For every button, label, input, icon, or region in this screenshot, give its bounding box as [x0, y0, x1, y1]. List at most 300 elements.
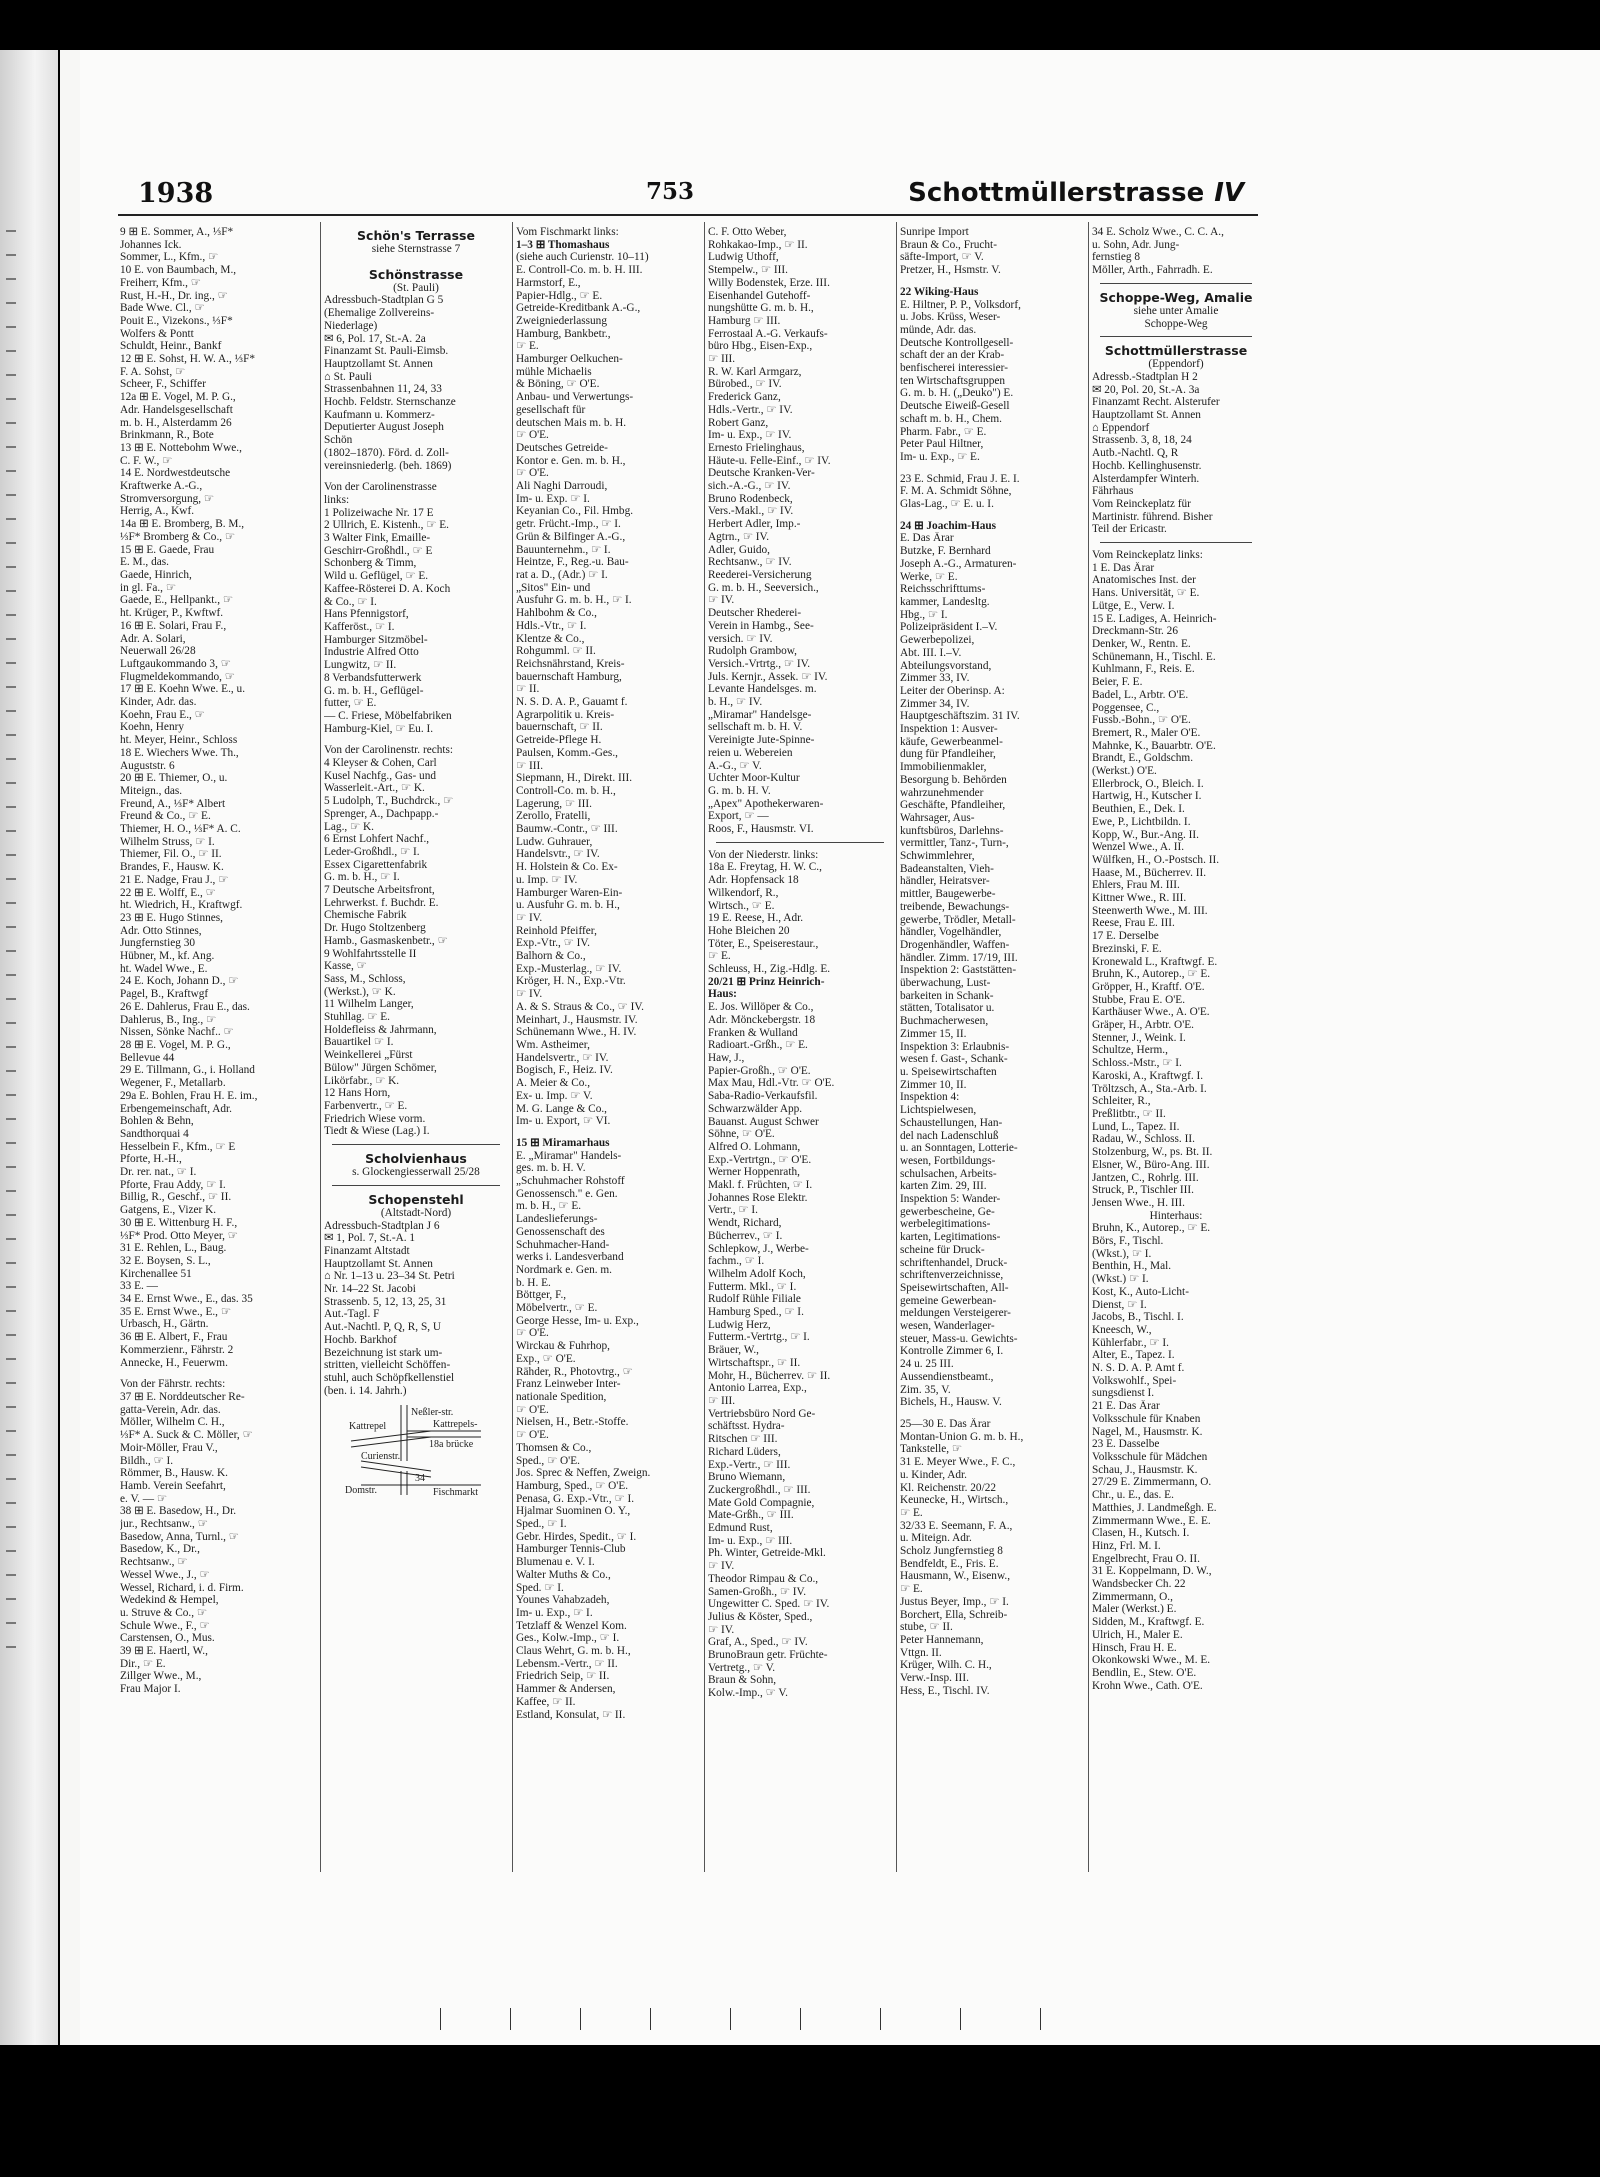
edge-tick: [6, 254, 16, 256]
directory-entry: ☞ O'E.: [516, 467, 549, 480]
directory-entry: dung für Pfandleiher,: [900, 748, 996, 761]
directory-entry: ht. Wiedrich, H., Kraftwgf.: [120, 899, 243, 912]
directory-entry: Wm. Astheimer,: [516, 1039, 590, 1051]
directory-entry: ☞ E.: [708, 950, 731, 963]
directory-entry: Makl. f. Früchten, ☞ I.: [708, 1179, 813, 1192]
directory-entry: Kontrolle Zimmer 6, I.: [900, 1345, 1004, 1358]
directory-entry: Nagel, M., Hausmstr. K.: [1092, 1425, 1203, 1438]
directory-entry: Miteign., das.: [120, 784, 183, 797]
directory-entry: Möller, Arth., Fahrradh. E.: [1092, 264, 1213, 277]
directory-entry: Hochb. Feldstr. Sternschanze: [324, 396, 456, 409]
directory-entry: 17 ⊞ E. Koehn Wwe. E., u.: [120, 683, 246, 696]
directory-entry: Wild u. Geflügel, ☞ E.: [324, 570, 429, 583]
directory-entry: Sommer, L., Kfm., ☞: [120, 251, 219, 264]
directory-entry: Kröger, H. N., Exp.-Vtr.: [516, 975, 626, 988]
edge-tick: [6, 350, 16, 352]
directory-entry: (Wkst.), ☞ I.: [1092, 1247, 1152, 1260]
spacer: [516, 1128, 700, 1137]
directory-entry: Wessel Wwe., J., ☞: [120, 1568, 210, 1581]
directory-entry: Pagel, B., Kraftwgf: [120, 988, 209, 1001]
directory-entry: 7 Deutsche Arbeitsfront,: [324, 884, 435, 897]
directory-entry: Harmstorf, E.,: [516, 276, 581, 289]
directory-entry: Bräuer, W.,: [708, 1344, 760, 1357]
directory-entry: Frederick Ganz,: [708, 391, 781, 404]
edge-tick: [6, 374, 16, 376]
directory-entry: Hinz, Frl. M. I.: [1092, 1539, 1161, 1552]
directory-entry: Adr. Mönckebergstr. 18: [708, 1013, 816, 1026]
directory-entry: Tankstelle, ☞: [900, 1443, 963, 1456]
directory-entry: Montan-Union G. m. b. H.,: [900, 1430, 1024, 1443]
directory-entry: ☞ III.: [708, 353, 736, 366]
directory-entry: büro Hbg., Eisen-Exp.,: [708, 340, 813, 353]
header-street-name: Schottmüllerstrasse: [908, 178, 1205, 208]
directory-entry: 39 ⊞ E. Haertl, W.,: [120, 1645, 208, 1658]
directory-entry: Freiherr, Kfm., ☞: [120, 276, 201, 289]
directory-entry: Radau, W., Schloss. II.: [1092, 1133, 1195, 1146]
directory-entry: Reese, Frau E. III.: [1092, 917, 1175, 930]
directory-entry: Estland, Konsulat, ☞ II.: [516, 1708, 626, 1721]
directory-entry: Sped., ☞ I.: [516, 1518, 567, 1531]
directory-entry: „Schuhmacher Rohstoff: [516, 1175, 625, 1188]
directory-entry: Hauptzollamt St. Annen: [324, 357, 433, 370]
directory-entry: 38 ⊞ E. Basedow, H., Dr.: [120, 1505, 237, 1518]
directory-entry: Im- u. Exp., ☞ IV.: [708, 429, 792, 442]
directory-entry: Speisewirtschaften, All-: [900, 1281, 1009, 1294]
directory-entry: versich. ☞ IV.: [708, 632, 773, 645]
directory-entry: Wedekind & Hempel,: [120, 1594, 219, 1607]
directory-entry: Bürobed., ☞ IV.: [708, 378, 782, 391]
directory-entry: Hans Pfennigstorf,: [324, 608, 409, 621]
directory-entry: Braun & Sohn,: [708, 1674, 777, 1687]
directory-entry: Hauptzollamt St. Annen: [1092, 409, 1201, 422]
edge-tick: [6, 638, 16, 640]
directory-entry: Schleuss, H., Zig.-Hdlg. E.: [708, 963, 831, 976]
directory-entry: Theodor Rimpau & Co.,: [708, 1572, 819, 1585]
directory-entry: barkeiten in Schank-: [900, 989, 994, 1002]
directory-entry: Samen-Großh., ☞ IV.: [708, 1585, 807, 1598]
directory-entry: Genossensch." e. Gen.: [516, 1187, 618, 1200]
directory-entry: Paulsen, Komm.-Ges.,: [516, 746, 618, 759]
directory-entry: Wolfers & Pontt: [120, 327, 194, 340]
directory-entry: Zim. 35, V.: [900, 1383, 951, 1396]
directory-entry: Kneesch, W.,: [1092, 1323, 1152, 1336]
directory-entry: Fährhaus: [1092, 485, 1134, 498]
directory-entry: b. H., ☞ IV.: [708, 696, 763, 709]
directory-entry: Böttger, F.,: [516, 1289, 567, 1302]
directory-entry: ☞ IV.: [708, 1560, 735, 1573]
directory-entry: scheine für Druck-: [900, 1243, 985, 1256]
directory-entry: Wessel, Richard, i. d. Firm.: [120, 1581, 244, 1594]
section-divider: [1100, 542, 1252, 543]
directory-entry: Klentze & Co.,: [516, 632, 585, 645]
directory-entry: Engelbrecht, Frau O. II.: [1092, 1552, 1200, 1565]
directory-entry: Heintze, F., Reg.-u. Bau-: [516, 556, 629, 569]
directory-entry: Wendt, Richard,: [708, 1217, 782, 1230]
edge-tick: [6, 1118, 16, 1120]
directory-entry: Exp., ☞ O'E.: [516, 1352, 576, 1365]
directory-entry: Futterm.-Vertrtg., ☞ I.: [708, 1331, 810, 1344]
section-divider: [1100, 283, 1252, 284]
directory-entry: Inspektion 1: Ausver-: [900, 723, 998, 736]
directory-entry: 34 E. Ernst Wwe., E., das. 35: [120, 1293, 253, 1306]
edge-tick: [6, 1526, 16, 1528]
directory-entry: E. „Miramar" Handels-: [516, 1149, 622, 1162]
directory-entry: Schleiter, R.,: [1092, 1095, 1151, 1108]
edge-tick: [6, 1334, 16, 1336]
directory-entry: Urbasch, H., Gärtn.: [120, 1318, 209, 1331]
edge-tick: [6, 1142, 16, 1144]
directory-entry: wesen, Fortbildungs-: [900, 1154, 996, 1167]
directory-entry: Borchert, Ella, Schreib-: [900, 1608, 1008, 1621]
directory-entry: Leiter der Oberinsp. A:: [900, 684, 1005, 697]
directory-entry: Ferrostaal A.-G. Verkaufs-: [708, 327, 828, 340]
directory-entry: Bauanst. August Schwer: [708, 1115, 819, 1128]
directory-entry: Sidden, M., Kraftwgf. E.: [1092, 1616, 1205, 1629]
edge-tick: [6, 590, 16, 592]
directory-entry: 31 E. Meyer Wwe., F. C.,: [900, 1456, 1016, 1469]
directory-entry: gemeine Gewerbean-: [900, 1294, 997, 1307]
directory-entry: stuhl, auch Schöpfkellenstiel: [324, 1371, 455, 1384]
directory-entry: Controll-Co. m. b. H.,: [516, 784, 616, 797]
directory-entry: Lütge, E., Verw. I.: [1092, 599, 1175, 612]
directory-entry: & Böning, ☞ O'E.: [516, 378, 600, 391]
directory-entry: händler, Vogelhändler,: [900, 926, 1002, 939]
edge-tick: [6, 398, 16, 400]
directory-entry: Okonkowski Wwe., M. E.: [1092, 1654, 1211, 1667]
directory-entry: in gl. Fa., ☞: [120, 581, 176, 594]
directory-entry: Jacobs, B., Tischl. I.: [1092, 1311, 1184, 1324]
directory-entry: Hausmann, W., Eisenw.,: [900, 1570, 1011, 1583]
directory-entry: Lag., ☞ K.: [324, 820, 374, 833]
column-3: [516, 226, 700, 1866]
directory-entry: Martinistr. führend. Bisher: [1092, 510, 1213, 523]
spacer: [900, 1409, 1084, 1418]
directory-entry: Rudolf Rühle Filiale: [708, 1293, 801, 1306]
directory-entry: Exp.-Vtr., ☞ IV.: [516, 937, 590, 950]
directory-entry: ☞ IV.: [516, 911, 543, 924]
directory-entry: Bezeichnung ist stark um-: [324, 1346, 443, 1359]
directory-entry: ☞ O'E.: [516, 1429, 549, 1442]
directory-entry: Moir-Möller, Frau V.,: [120, 1441, 218, 1454]
directory-entry: Julius & Köster, Sped.,: [708, 1610, 813, 1623]
directory-entry: 12a ⊞ E. Vogel, M. P. G.,: [120, 391, 236, 404]
directory-entry: Dienst, ☞ I.: [1092, 1298, 1147, 1311]
directory-entry: Getreide-Kreditbank A.-G.,: [516, 302, 641, 315]
directory-entry: Chemische Fabrik: [324, 909, 407, 922]
directory-entry: Willy Bodenstek, Erze. III.: [708, 276, 830, 289]
directory-entry: sungsdienst I.: [1092, 1387, 1155, 1400]
directory-entry: Neuerwall 26/28: [120, 645, 196, 658]
directory-entry: Zweigniederlassung: [516, 314, 607, 327]
directory-entry: Graf, A., Sped., ☞ IV.: [708, 1636, 808, 1649]
directory-entry: Kronewald L., Kraftwgf. E.: [1092, 955, 1218, 968]
directory-entry: Reichsnährstand, Kreis-: [516, 657, 625, 670]
directory-entry: gesellschaft für: [516, 403, 586, 416]
directory-entry: (siehe auch Curienstr. 10–11): [516, 251, 649, 264]
directory-entry: schaft der an der Krab-: [900, 349, 1005, 362]
directory-entry: Weinkellerei „Fürst: [324, 1049, 413, 1062]
directory-entry: (Eppendorf): [1148, 358, 1204, 371]
directory-entry: Stuhllag. ☞ E.: [324, 1011, 390, 1024]
directory-entry: Werke, ☞ E.: [900, 570, 958, 583]
directory-entry: Schule Wwe., F., ☞: [120, 1619, 210, 1632]
directory-entry: Ritschen ☞ III.: [708, 1433, 778, 1446]
directory-entry: Strassenb. 5, 12, 13, 25, 31: [324, 1295, 447, 1308]
map-label: Kattrepels-: [433, 1419, 478, 1431]
edge-tick: [6, 1574, 16, 1576]
directory-entry: Zimmer 34, IV.: [900, 697, 970, 710]
directory-entry: del nach Ladenschluß: [900, 1129, 999, 1142]
directory-entry: Hochb. Kellinghusenstr.: [1092, 459, 1202, 472]
directory-entry: Rohkakao-Imp., ☞ II.: [708, 238, 808, 251]
street-map: [341, 1401, 491, 1497]
directory-entry: 8 Verbandsfutterwerk: [324, 671, 422, 684]
directory-entry: Frau Major I.: [120, 1683, 181, 1696]
directory-entry: Rechtsanw., ☞: [120, 1556, 188, 1569]
directory-entry: Levante Handelsges. m.: [708, 683, 817, 696]
directory-entry: C. F. Otto Weber,: [708, 226, 787, 238]
directory-entry: Juls. Kernjr., Assek. ☞ IV.: [708, 670, 828, 683]
directory-entry: Joseph A.-G., Armaturen-: [900, 557, 1017, 570]
directory-entry: Landeslieferungs-: [516, 1213, 598, 1226]
directory-entry: Kl. Reichenstr. 20/22: [900, 1481, 997, 1494]
directory-entry: Wilhelm Adolf Koch,: [708, 1267, 806, 1280]
directory-entry: Annecke, H., Feuerwm.: [120, 1356, 228, 1369]
directory-entry: karten Zim. 29, III.: [900, 1180, 987, 1193]
directory-entry: gatta-Verein, Adr. das.: [120, 1403, 221, 1416]
directory-entry: G. m. b. H., ☞ I.: [324, 871, 400, 884]
directory-entry: 2 Ullrich, E. Kistenh., ☞ E.: [324, 519, 449, 532]
directory-entry: Inspektion 4:: [900, 1091, 960, 1104]
directory-entry: Lungwitz, ☞ II.: [324, 659, 397, 672]
directory-entry: Sprenger, A., Dachpapp.-: [324, 807, 439, 820]
directory-entry: 9 Wohlfahrtsstelle II: [324, 947, 417, 960]
directory-entry: Nielsen, H., Betr.-Stoffe.: [516, 1416, 629, 1429]
directory-entry: schriftenverzeichnisse,: [900, 1269, 1004, 1282]
directory-entry: ☞ IV.: [516, 988, 543, 1001]
edge-tick: [6, 1094, 16, 1096]
directory-entry: Von der Carolinenstrasse: [324, 481, 437, 494]
edge-tick: [6, 1190, 16, 1192]
directory-entry: schriftenhandel, Druck-: [900, 1256, 1008, 1269]
directory-entry: Erbengemeinschaft, Adr.: [120, 1102, 232, 1115]
street-heading: Schön's Terrasse: [357, 228, 475, 243]
directory-entry: Getreide-Pflege H.: [516, 734, 602, 747]
directory-entry: mittler, Baugewerbe-: [900, 888, 996, 901]
directory-entry: 12 Hans Horn,: [324, 1087, 391, 1100]
directory-entry: Versich.-Vrtrtg., ☞ IV.: [708, 657, 811, 670]
directory-entry: Wandsbecker Ch. 22: [1092, 1578, 1186, 1591]
directory-entry: 12 ⊞ E. Sohst, H. W. A., ⅓F*: [120, 353, 256, 366]
edge-tick: [6, 998, 16, 1000]
directory-entry: Adr. A. Solari,: [120, 632, 186, 645]
directory-entry: Friedrich Wiese vorm.: [324, 1112, 426, 1125]
directory-entry: Bade Wwe. Cl., ☞: [120, 302, 205, 315]
edge-tick: [6, 1646, 16, 1648]
directory-entry: Rohgumml. ☞ II.: [516, 645, 596, 658]
street-heading: Schönstrasse: [368, 266, 464, 282]
directory-entry: Eisenhandel Gutehoff-: [708, 289, 811, 302]
directory-entry: Hohe Bleichen 20: [708, 924, 790, 937]
directory-entry: stätten, Totalisator u.: [900, 1002, 995, 1015]
directory-entry: münde, Adr. das.: [900, 323, 977, 336]
directory-entry: Bücherrev., ☞ I.: [708, 1229, 783, 1242]
directory-entry: sellschaft m. b. H. V.: [708, 721, 803, 734]
column-separator: [512, 222, 513, 1872]
header-street-title: [908, 178, 1244, 208]
directory-entry: 18 E. Wiechers Wwe. Th.,: [120, 746, 239, 759]
edge-tick: [6, 878, 16, 880]
directory-entry: 37 ⊞ E. Norddeutscher Re-: [120, 1390, 245, 1403]
directory-entry: Von der Carolinenstr. rechts:: [324, 744, 454, 757]
directory-entry: Rechtsanw., ☞ IV.: [708, 556, 792, 569]
directory-entry: Claus Wehrt, G. m. b. H.,: [516, 1645, 631, 1658]
directory-entry: 13 ⊞ E. Nottebohm Wwe.,: [120, 441, 242, 454]
directory-entry: 28 ⊞ E. Vogel, M. P. G.,: [120, 1039, 231, 1051]
edge-tick: [6, 1358, 16, 1360]
directory-entry: Gatgens, E., Vizer K.: [120, 1204, 217, 1217]
directory-entry: (Altstadt-Nord): [380, 1206, 452, 1219]
page-header: [126, 178, 1256, 218]
directory-entry: Bichels, H., Hausw. V.: [900, 1396, 1002, 1409]
directory-entry: Zimmermann, O.,: [1092, 1590, 1173, 1603]
edge-tick: [6, 302, 16, 304]
directory-entry: Sandthorquai 4: [120, 1127, 189, 1140]
edge-tick: [6, 806, 16, 808]
edge-tick: [6, 662, 16, 664]
directory-entry: Poggensee, C.,: [1092, 701, 1160, 714]
directory-entry: Agtrn., ☞ IV.: [708, 530, 770, 543]
directory-entry: gewerbe, Trödler, Metall-: [900, 913, 1016, 926]
edge-tick: [6, 422, 16, 424]
directory-entry: siehe Sternstrasse 7: [371, 243, 461, 255]
directory-entry: ☞ O'E.: [516, 429, 549, 442]
directory-entry: benfischerei interessier-: [900, 362, 1008, 375]
directory-entry: Beier, F. E.: [1092, 676, 1143, 689]
directory-entry: 34 E. Scholz Wwe., C. C. A.,: [1092, 226, 1224, 238]
directory-entry: (Werkst.) O'E.: [1092, 765, 1157, 778]
directory-entry: Im- u. Exp., ☞ III.: [708, 1534, 793, 1547]
header-rule: [118, 214, 1258, 216]
edge-tick: [6, 326, 16, 328]
directory-entry: E. Jos. Willöper & Co.,: [708, 1001, 814, 1014]
directory-entry: Penasa, G. Exp.-Vtr., ☞ I.: [516, 1492, 635, 1505]
directory-entry: Bendfeldt, E., Fris. E.: [900, 1557, 999, 1570]
edge-tick: [6, 470, 16, 472]
directory-entry: u. Ausfuhr G. m. b. H.,: [516, 899, 620, 912]
directory-entry: F. A. Sohst, ☞: [120, 365, 186, 378]
directory-entry: u. Miteign. Adr.: [900, 1532, 972, 1545]
directory-entry: Hdls.-Vtr., ☞ I.: [516, 619, 587, 632]
directory-entry: Franz Leinweber Inter-: [516, 1378, 621, 1391]
directory-entry: G. m. b. H. („Deuko") E.: [900, 387, 1014, 400]
directory-entry: Adressbuch-Stadtplan J 6: [324, 1219, 440, 1232]
directory-entry: 23 E. Dasselbe: [1092, 1438, 1160, 1451]
edge-tick: [6, 1022, 16, 1024]
directory-entry: Vom Reinckeplatz für: [1092, 497, 1191, 510]
directory-entry: Tiedt & Wiese (Lag.) I.: [324, 1125, 430, 1138]
directory-entry: 36 ⊞ E. Albert, F., Frau: [120, 1331, 228, 1344]
directory-entry: Deutscher Rhederei-: [708, 607, 802, 620]
directory-entry: Pouit E., Vizekons., ⅓F*: [120, 314, 233, 327]
directory-entry: (Ehemalige Zollvereins-: [324, 307, 435, 320]
directory-entry: sich.-A.-G., ☞ IV.: [708, 480, 791, 493]
edge-tick: [6, 566, 16, 568]
directory-entry: ht. Wadel Wwe., E.: [120, 962, 208, 975]
directory-entry: Hauptzollamt St. Annen: [324, 1257, 433, 1270]
directory-entry: 16 ⊞ E. Solari, Frau F.,: [120, 619, 227, 632]
directory-entry: Maler (Werkst.) E.: [1092, 1603, 1177, 1616]
directory-entry: ten Wirtschaftsgruppen: [900, 374, 1006, 387]
directory-entry: Reederei-Versicherung: [708, 568, 812, 581]
directory-entry: Kolw.-Imp., ☞ V.: [708, 1687, 788, 1700]
directory-entry: Deutsche Kranken-Ver-: [708, 467, 815, 480]
directory-entry: Deutsche Kontrollgesell-: [900, 336, 1014, 349]
section-divider: [332, 1144, 500, 1145]
edge-tick: [6, 230, 16, 232]
edge-tick: [6, 758, 16, 760]
spacer: [900, 464, 1084, 473]
directory-entry: Im- u. Exp., ☞ E.: [900, 450, 980, 463]
directory-entry: Kaufmann u. Kommerz-: [324, 408, 435, 421]
directory-entry: ☞ O'E.: [516, 1327, 549, 1340]
directory-entry: schäftsst. Hydra-: [708, 1420, 785, 1433]
directory-entry: Buchmacherwesen,: [900, 1015, 989, 1028]
directory-entry: Walter Muths & Co.,: [516, 1568, 611, 1581]
directory-entry: Stubbe, Frau E. O'E.: [1092, 993, 1186, 1006]
directory-entry: 35 E. Ernst Wwe., E., ☞: [120, 1305, 231, 1318]
directory-entry: e. V. — ☞: [120, 1492, 168, 1505]
directory-entry: Roos, F., Hausmstr. VI.: [708, 823, 814, 836]
directory-entry: Bendlin, E., Stew. O'E.: [1092, 1666, 1197, 1679]
directory-entry: reien u. Webereien: [708, 746, 793, 759]
directory-entry: (Wkst.) ☞ I.: [1092, 1273, 1149, 1286]
directory-entry: u. Struve & Co., ☞: [120, 1606, 208, 1619]
directory-entry: Pforte, H.-H.,: [120, 1153, 182, 1166]
directory-entry: Butzke, F. Bernhard: [900, 545, 991, 558]
directory-entry: Ludwig Herz,: [708, 1318, 771, 1331]
directory-entry: Strassenbahnen 11, 24, 33: [324, 383, 442, 396]
directory-entry: Exp.-Vertrtgn., ☞ O'E.: [708, 1153, 812, 1166]
directory-entry: Schuldt, Heinr., Bankf: [120, 340, 222, 353]
directory-entry: Kinder, Adr. das.: [120, 696, 197, 709]
directory-entry: Rudolph Grambow,: [708, 645, 798, 658]
directory-entry: Meinhart, J., Hausmstr. IV.: [516, 1013, 638, 1026]
edge-tick: [6, 1550, 16, 1552]
directory-entry: 22 ⊞ E. Wolff, E., ☞: [120, 886, 216, 899]
directory-entry: Mahnke, K., Bauarbtr. O'E.: [1092, 739, 1216, 752]
directory-entry: Radioart.-Grßh., ☞ E.: [708, 1039, 808, 1052]
directory-entry: u. Imp. ☞ IV.: [516, 873, 578, 886]
directory-entry: Geschirr-Großhdl., ☞ E: [324, 544, 433, 557]
directory-entry: Töter, E., Speiserestaur.,: [708, 937, 819, 950]
directory-entry: werbelegitimations-: [900, 1218, 991, 1231]
directory-entry: Clasen, H., Kutsch. I.: [1092, 1527, 1190, 1540]
directory-entry: 20 ⊞ E. Thiemer, O., u.: [120, 772, 228, 785]
directory-entry: 22 Wiking-Haus: [900, 285, 979, 298]
directory-entry: Häute-u. Felle-Einf., ☞ IV.: [708, 454, 831, 467]
column-4: [708, 226, 892, 1866]
directory-entry: Bruhn, K., Autorep., ☞ E.: [1092, 968, 1211, 981]
map-label: 18a brücke: [429, 1439, 474, 1451]
directory-entry: Uchter Moor-Kultur: [708, 772, 800, 785]
directory-entry: Papier-Hdlg., ☞ E.: [516, 289, 603, 302]
directory-entry: Stromversorgung, ☞: [120, 492, 215, 505]
directory-entry: Inspektion 2: Gaststätten-: [900, 964, 1017, 977]
directory-entry: 25—30 E. Das Ärar: [900, 1417, 991, 1430]
directory-entry: G. m. b. H., Geflügel-: [324, 684, 424, 697]
directory-entry: 15 E. Ladiges, A. Heinrich-: [1092, 612, 1217, 625]
